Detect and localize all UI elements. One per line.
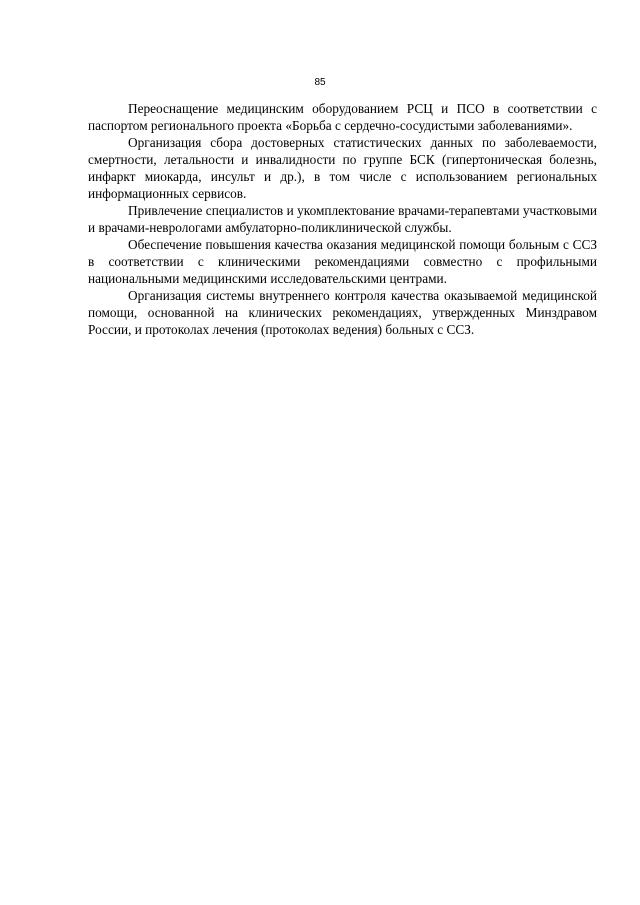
paragraph-control: Организация системы внутреннего контроля качества оказываемой медицинской помощи, основанной на клинических рекомендациях, утвержденных Минздравом России, и протоколах лечения (протоколах ведения) больных с ССЗ. [88, 288, 597, 337]
page-number: 85 [314, 77, 326, 88]
paragraph-statistics: Организация сбора достоверных статистических данных по заболеваемости, смертности, летальности и инвалидности по группе БСК (гипертоническая болезнь, инфаркт миокарда, инсульт и др.), в том числе с использованием региональных информационных сервисов. [88, 135, 597, 201]
paragraph-equipment: Переоснащение медицинским оборудованием РСЦ и ПСО в соответствии с паспортом регионального проекта «Борьба с сердечно-сосудистыми заболеваниями». [88, 101, 597, 133]
paragraph-quality: Обеспечение повышения качества оказания медицинской помощи больным с ССЗ в соответствии с клиническими рекомендациями совместно с профильными национальными медицинскими исследовательскими центрами. [88, 237, 597, 286]
body-text [88, 100, 597, 338]
paragraph-staffing: Привлечение специалистов и укомплектование врачами-терапевтами участковыми и врачами-неврологами амбулаторно-поликлинической службы. [88, 203, 597, 235]
